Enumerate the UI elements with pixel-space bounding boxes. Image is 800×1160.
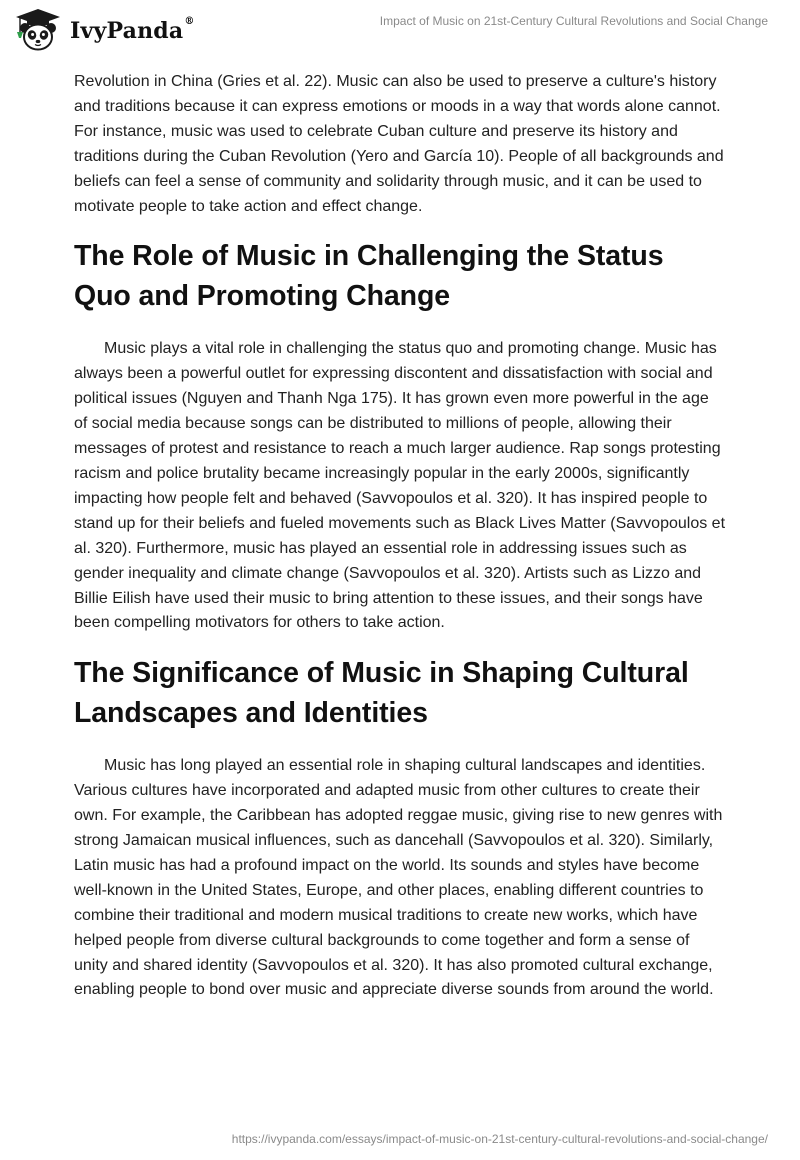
section-heading: The Significance of Music in Shaping Cultural Landscapes and Identities [74,657,689,730]
section-paragraph: Music has long played an essential role in shaping cultural landscapes and identities. Various cultures have incorporated and adapted music from other cultures to create their own. For example, the Caribbean has adopted reggae music, giving rise to new genres with strong Jamaican musical influences, such as dancehall (Savvopoulos et al. 320). Similarly, Latin music has had a profound impact on the world. Its sounds and styles have become well-known in the United States, Europe, and other places, enabling different countries to combine their traditional and modern musical traditions to create new works, which have helped people from diverse cultural backgrounds to come together and form a sense of unity and shared identity (Savvopoulos et al. 320). It has also promoted cultural exchange, enabling people to bond over music and appreciate diverse sounds from around the world. [74,757,723,999]
logo-text [70,18,195,44]
section-heading: The Role of Music in Challenging the Status Quo and Promoting Change [74,240,664,313]
panda-graduate-icon [14,8,62,52]
section-paragraph: Music plays a vital role in challenging the status quo and promoting change. Music has always been a powerful outlet for expressing discontent and dissatisfaction with social and political issues (Nguyen and Thanh Nga 175). It has grown even more powerful in the age of social media because songs can be distributed to millions of people, allowing their messages of protest and resistance to reach a much larger audience. Rap songs protesting racism and police brutality became increasingly popular in the early 2000s, significantly impacting how people felt and behaved (Savvopoulos et al. 320). It has inspired people to stand up for their beliefs and fueled movements such as Black Lives Matter (Savvopoulos et al. 320). Furthermore, music has played an essential role in addressing issues such as gender inequality and climate change (Savvopoulos et al. 320). Artists such as Lizzo and Billie Eilish have used their music to bring attention to these issues, and their songs have been compelling motivators for others to take action. [74,340,726,632]
page-header [0,0,800,64]
intro-paragraph: Revolution in China (Gries et al. 22). Music can also be used to preserve a culture's history and traditions because it can express emotions or moods in a way that words alone cannot. For instance, music was used to celebrate Cuban culture and preserve its history and traditions during the Cuban Revolution (Yero and García 10). People of all backgrounds and beliefs can feel a sense of community and solidarity through music, and it can be used to motivate people to take action and effect change. [74,73,724,215]
document-title: Impact of Music on 21st-Century Cultural Revolutions and Social Change [379,14,768,28]
registered-mark: ® [184,16,195,27]
logo[interactable] [14,8,195,52]
source-url[interactable]: https://ivypanda.com/essays/impact-of-music-on-21st-century-cultural-revolutions-and-social-change/ [231,1132,768,1146]
logo-wordmark: IvyPanda [70,18,184,44]
essay-content [74,70,726,1003]
